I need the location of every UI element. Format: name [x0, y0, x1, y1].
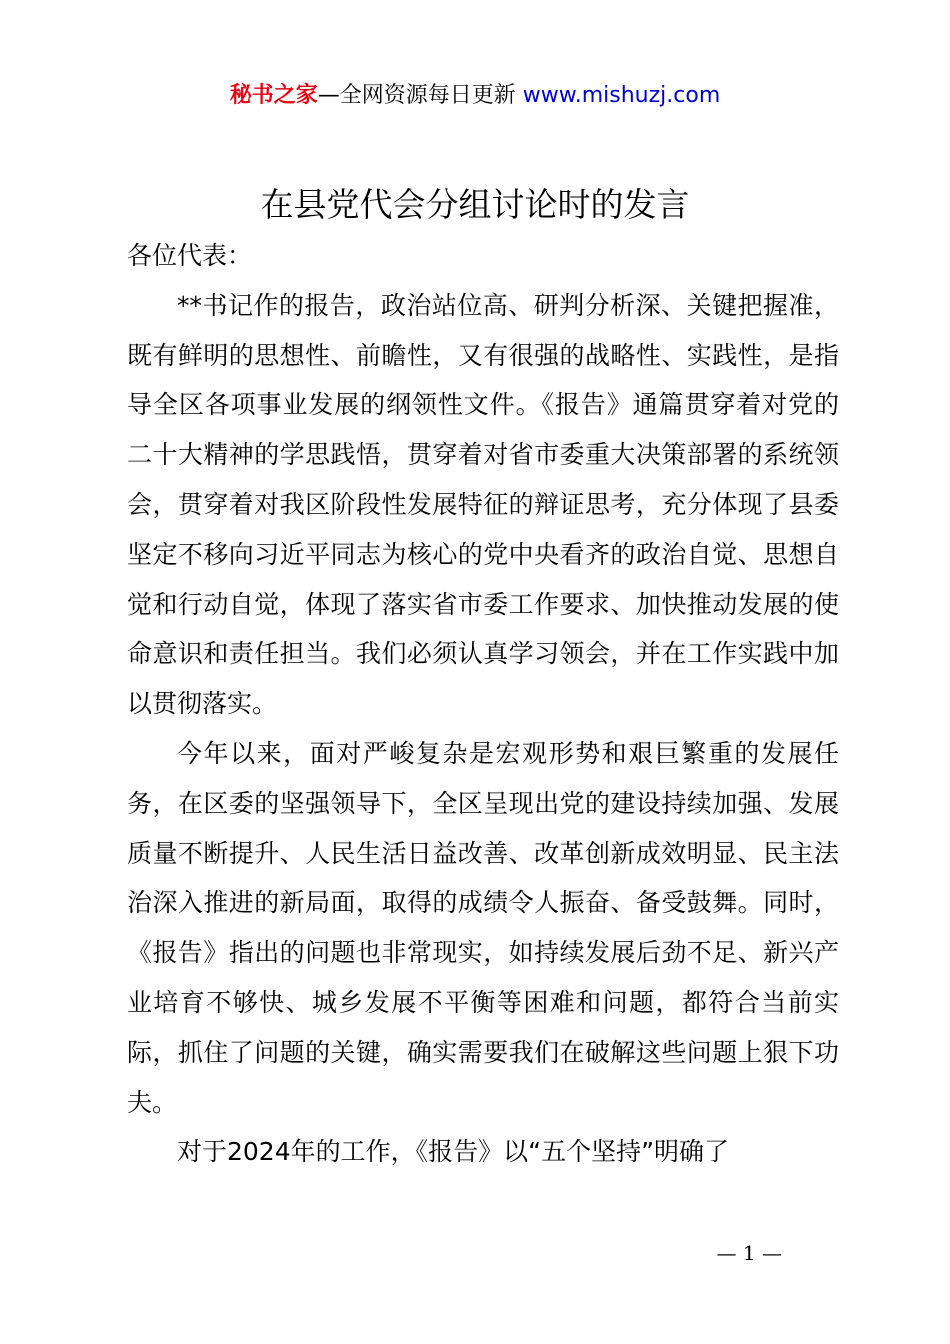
- page-number: — 1 —: [716, 1241, 782, 1265]
- site-banner: [0, 80, 950, 112]
- paragraph-2: 今年以来，面对严峻复杂是宏观形势和艰巨繁重的发展任务，在区委的坚强领导下，全区呈现出党的建设持续加强、发展质量不断提升、人民生活日益改善、改革创新成效明显、民主法治深入推进的新局面，取得的成绩令人振奋、备受鼓舞。同时，《报告》指出的问题也非常现实，如持续发展后劲不足、新兴产业培育不够快、城乡发展不平衡等困难和问题，都符合当前实际，抓住了问题的关键，确实需要我们在破解这些问题上狠下功夫。: [127, 738, 839, 1117]
- document-title: 在县党代会分组讨论时的发言: [260, 185, 690, 224]
- site-tagline: —全网资源每日更新: [317, 83, 523, 108]
- site-brand: 秘书之家: [229, 83, 318, 108]
- paragraph-3: 对于2024年的工作，《报告》以“五个坚持”明确了: [177, 1137, 730, 1167]
- paragraph-1: **书记作的报告，政治站位高、研判分析深、关键把握准，既有鲜明的思想性、前瞻性，又有很强的战略性、实践性，是指导全区各项事业发展的纲领性文件。《报告》通篇贯穿着对党的二十大精神的学思践悟，贯穿着对省市委重大决策部署的系统领会，贯穿着对我区阶段性发展特征的辩证思考，充分体现了县委坚定不移向习近平同志为核心的党中央看齐的政治自觉、思想自觉和行动自觉，体现了落实省市委工作要求、加快推动发展的使命意识和责任担当。我们必须认真学习领会，并在工作实践中加以贯彻落实。: [127, 290, 839, 719]
- site-url-link[interactable]: www.mishuzj.com: [522, 83, 721, 108]
- document-body: [127, 231, 839, 1177]
- salutation: 各位代表：: [127, 241, 253, 270]
